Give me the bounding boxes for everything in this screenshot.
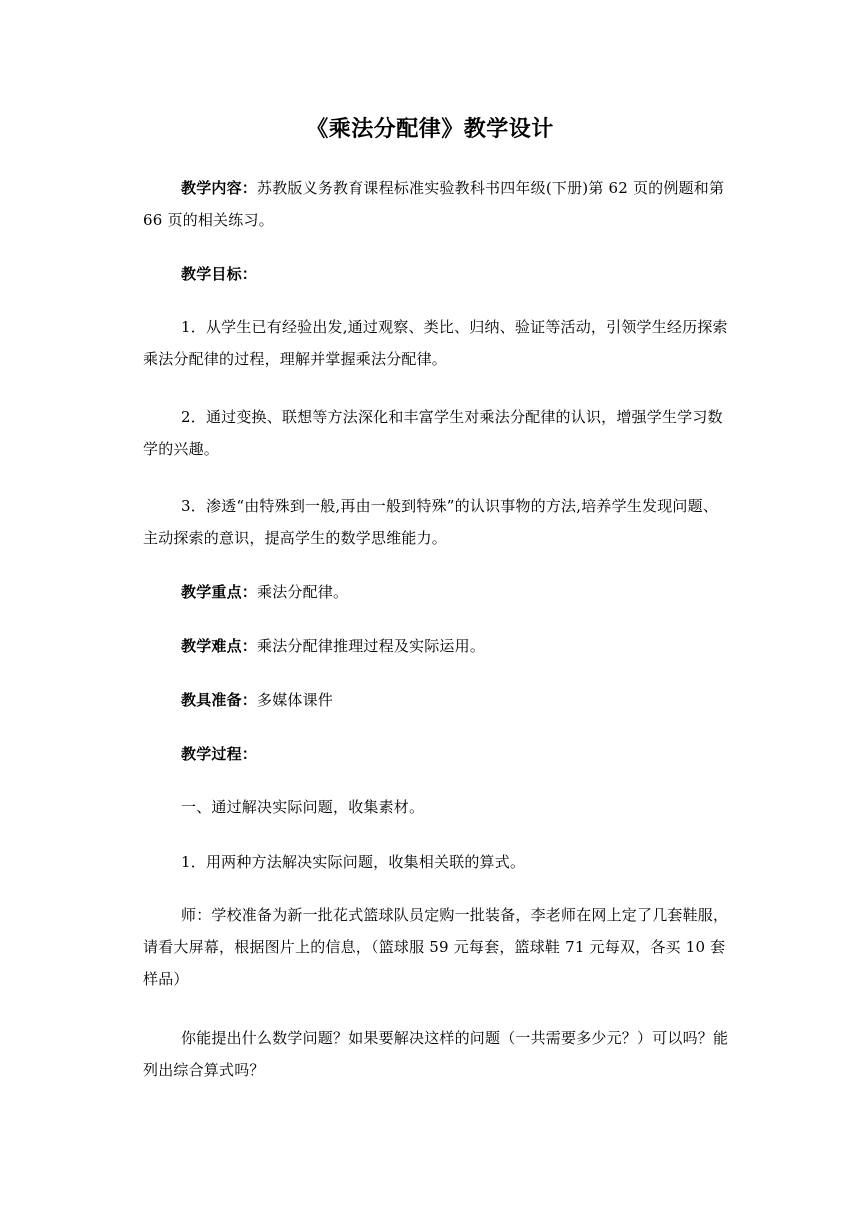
- materials-paragraph: [143, 684, 733, 716]
- key-point-label: 教学重点：: [181, 583, 258, 601]
- teaching-objectives-label: 教学目标：: [181, 265, 258, 283]
- document-title: 《乘法分配律》教学设计: [306, 117, 554, 142]
- materials-label: 教具准备：: [181, 691, 258, 709]
- teaching-process-heading: [143, 738, 733, 770]
- objective-item-2: 2．通过变换、联想等方法深化和丰富学生对乘法分配律的认识，增强学生学习数学的兴趣。: [143, 408, 723, 458]
- objective-item-1: 1．从学生已有经验出发,通过观察、类比、归纳、验证等活动，引领学生经历探索乘法分配律的过程，理解并掌握乘法分配律。: [143, 318, 728, 368]
- question-paragraph: 你能提出什么数学问题？如果要解决这样的问题（一共需要多少元？）可以吗？能列出综合算式吗？: [143, 1029, 729, 1079]
- objective-item-3: 3．渗透“由特殊到一般,再由一般到特殊”的认识事物的方法,培养学生发现问题、主动探索的意识，提高学生的数学思维能力。: [143, 497, 719, 547]
- difficulty-label: 教学难点：: [181, 637, 258, 655]
- teaching-objectives-heading: [143, 258, 733, 290]
- key-point-paragraph: [143, 576, 733, 608]
- key-point-text: 乘法分配律。: [257, 583, 349, 601]
- teacher-prompt-paragraph: 师：学校准备为新一批花式篮球队员定购一批装备，李老师在网上定了几套鞋服，请看大屏幕，根据图片上的信息，（篮球服 59 元每套，篮球鞋 71 元每双，各买 10 套样品）: [143, 906, 729, 988]
- teaching-process-label: 教学过程：: [181, 745, 258, 763]
- step-one-text: 1．用两种方法解决实际问题，收集相关联的算式。: [181, 853, 526, 871]
- teaching-content-text: 苏教版义务教育课程标准实验教科书四年级(下册)第 62 页的例题和第 66 页的相关练习。: [143, 179, 725, 229]
- materials-text: 多媒体课件: [257, 691, 334, 709]
- difficulty-text: 乘法分配律推理过程及实际运用。: [257, 637, 486, 655]
- teaching-content-label: 教学内容：: [181, 179, 258, 197]
- difficulty-paragraph: [143, 630, 733, 662]
- section-one-heading: 一、通过解决实际问题，收集素材。: [181, 798, 425, 816]
- teaching-content-paragraph: [143, 172, 733, 236]
